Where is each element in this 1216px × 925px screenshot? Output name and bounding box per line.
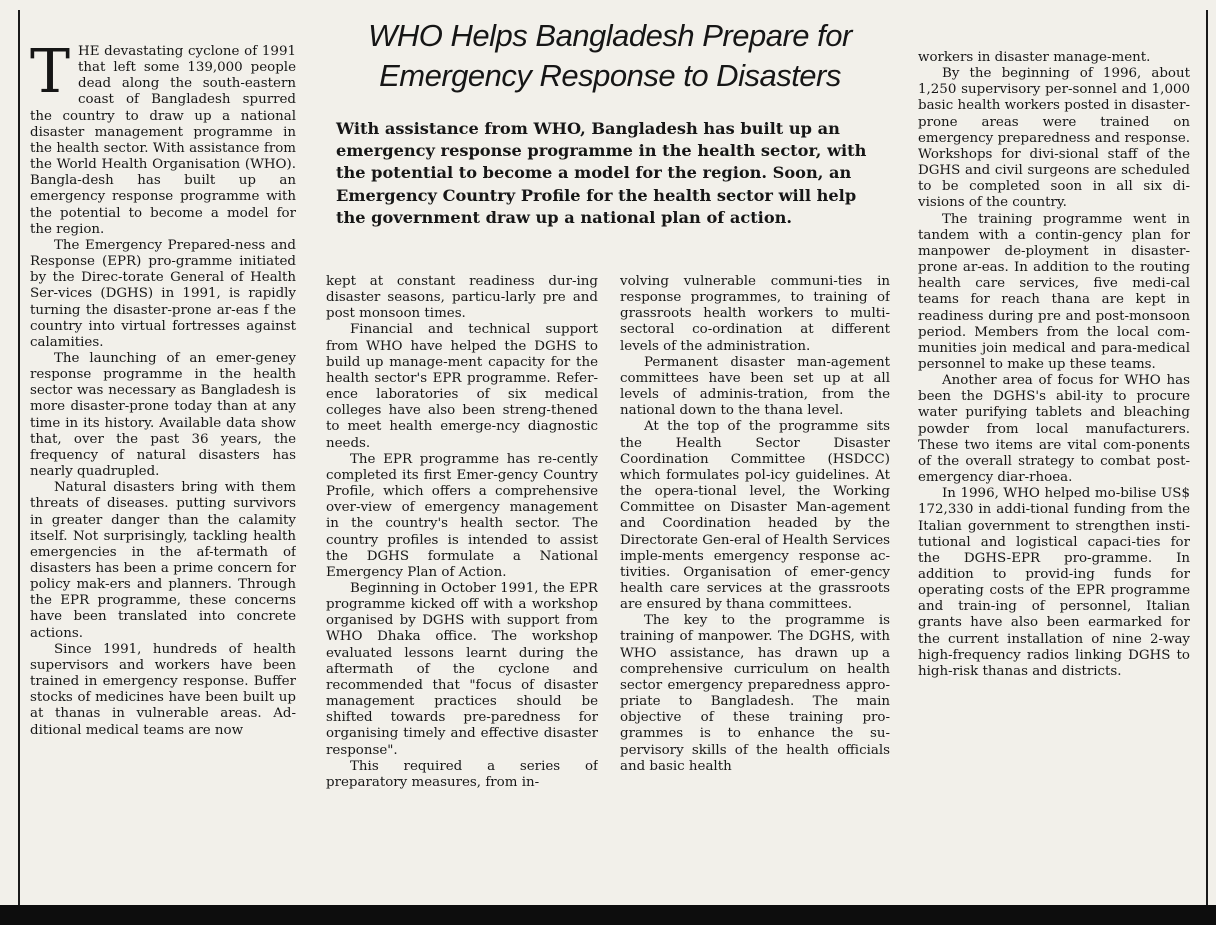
paragraph: Permanent disaster man-agement committees have been set up at all levels of adminis-tration, from the national down to the thana level. xyxy=(620,354,890,419)
paragraph: The EPR programme has re-cently completed its first Emer-gency Country Profile, which offers a comprehensive over-view of emergency management in the country's health sector. The country profiles is intended to assist the DGHS formulate a National Emergency Plan of Action. xyxy=(326,451,598,580)
paragraph: By the beginning of 1996, about 1,250 supervisory per-sonnel and 1,000 basic health workers posted in disaster-prone areas were trained on emergency preparedness and response. Workshops for divi-sional staff of the DGHS and civil surgeons are scheduled to be completed soon in all six di-visions of the country. xyxy=(918,66,1190,211)
headline: WHO Helps Bangladesh Prepare for Emergency Response to Disasters xyxy=(368,18,852,93)
column-4 xyxy=(918,50,1190,904)
paragraph: At the top of the programme sits the Health Sector Disaster Coordination Committee (HSDCC) which formulates pol-icy guidelines. At the opera-tional level, the Working Committee on Disaster Man-agement and Coordination headed by the Directorate Gen-eral of Health Services imple-ments emergency response ac-tivities. Organisation of emer-gency health care services at the grassroots are ensured by thana committees. xyxy=(620,419,890,613)
paragraph: In 1996, WHO helped mo-bilise US$ 172,330 in addi-tional funding from the Italian government to strengthen insti-tutional and logistical capaci-ties for the DGHS-EPR pro-gramme. In addition to provid-ing funds for operating costs of the EPR programme and train-ing of personnel, Italian grants have also been earmarked for the current installation of nine 2-way high-frequency radios linking DGHS to high-risk thanas and districts. xyxy=(918,486,1190,679)
paragraph: HE devastating cyclone of 1991 that left some 139,000 people dead along the south-eastern coast of Bangladesh spurred the country to draw up a national disaster management programme in the health sector. With assistance from the World Health Organisation (WHO). Bangla-desh has built up an emergency response programme with the potential to become a model for the region. xyxy=(30,44,296,237)
paragraph: kept at constant readiness dur-ing disaster seasons, particu-larly pre and post monsoon times. xyxy=(326,274,598,322)
standfirst: With assistance from WHO, Bangladesh has built up an emergency response programme in the health sector, with the potential to become a model for the region. Soon, an Emergency Country Profile for the health sector will help the government draw up a national plan of action. xyxy=(336,119,867,227)
column-3 xyxy=(620,274,890,904)
paragraph: Another area of focus for WHO has been the DGHS's abil-ity to procure water purifying tablets and bleaching powder from local manufacturers. These two items are vital com-ponents of the overall strategy to combat post-emergency diar-rhoea. xyxy=(918,373,1190,486)
paragraph: Financial and technical support from WHO have helped the DGHS to build up manage-ment capacity for the health sector's EPR programme. Refer-ence laboratories of six medical colleges have also been streng-thened to meet health emerge-ncy diagnostic needs. xyxy=(326,322,598,451)
paragraph: The training programme went in tandem with a contin-gency plan for manpower de-ployment in disaster-prone ar-eas. In addition to the routing health care services, five medi-cal teams for reach thana are kept in readiness during pre and post-monsoon period. Members from the local com-munities join medical and para-medical personnel to make up these teams. xyxy=(918,211,1190,372)
paragraph: The launching of an emer-geney response programme in the health sector was necessary as Bangladesh is more disaster-prone today than at any time in its history. Available data show that, over the past 36 years, the frequency of natural disasters has nearly quadrupled. xyxy=(30,350,296,480)
paragraph: Beginning in October 1991, the EPR programme kicked off with a workshop organised by DGHS with support from WHO Dhaka office. The workshop evaluated lessons learnt during the aftermath of the cyclone and recommended that "focus of disaster management practices should be shifted towards pre-paredness for organising timely and effective disaster response". xyxy=(326,580,598,758)
paragraph: workers in disaster manage-ment. xyxy=(918,50,1151,65)
paragraph: This required a series of preparatory measures, from in- xyxy=(326,758,598,790)
page-bottom-band xyxy=(0,905,1216,925)
paragraph: The key to the programme is training of manpower. The DGHS, with WHO assistance, has drawn up a comprehensive curriculum on health sector emergency preparedness appro-priate to Bangladesh. The main objective of these training pro-grammes is to enhance the su-pervisory skills of the health officials and basic health xyxy=(620,613,890,774)
column-1 xyxy=(30,44,296,904)
paragraph: Since 1991, hundreds of health supervisors and workers have been trained in emergency response. Buffer stocks of medicines have been built up at thanas in vulnerable areas. Ad-ditional medical teams are now xyxy=(30,641,296,738)
drop-cap: T xyxy=(30,44,71,107)
paragraph: The Emergency Prepared-ness and Response (EPR) pro-gramme initiated by the Direc-torate General of Health Ser-vices (DGHS) in 1991, is rapidly turning the disaster-prone ar-eas f the country into virtual fortresses against calamities. xyxy=(30,237,296,350)
column-2 xyxy=(326,274,598,904)
paragraph: volving vulnerable communi-ties in response programmes, to training of grassroots health workers to multi-sectoral co-ordination at different levels of the administration. xyxy=(620,274,890,354)
paragraph: Natural disasters bring with them threats of diseases. putting survivors in greater danger than the calamity itself. Not surprisingly, tackling health emergencies in the af-termath of disasters has been a prime concern for policy mak-ers and planners. Through the EPR programme, these concerns have been translated into concrete actions. xyxy=(30,480,296,641)
